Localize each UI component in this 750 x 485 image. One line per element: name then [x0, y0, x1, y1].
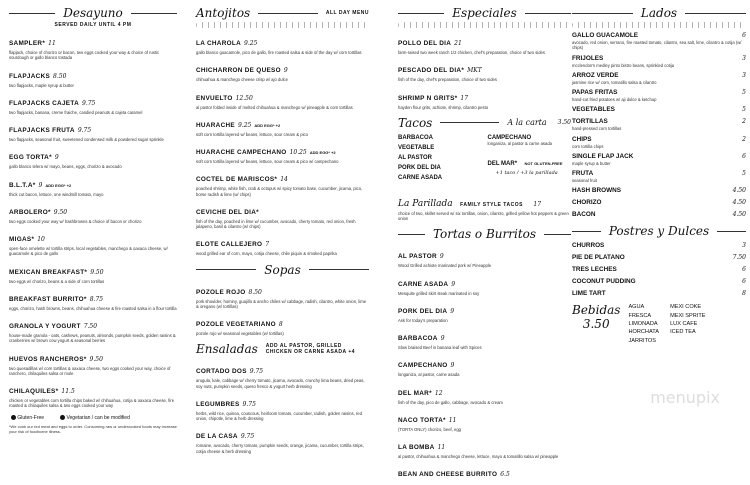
item-price: 9: [439, 253, 444, 261]
item-name: ARROZ VERDE: [572, 71, 619, 79]
list-item: MEXI COKE: [670, 304, 702, 311]
list-item: JARRITOS: [628, 337, 656, 344]
menu-item: [196, 32, 369, 55]
item-description: two eggs cooked your way w/ hashbrowns & choice of bacon or chorizo: [9, 218, 142, 224]
item-description: chicken or vegetables corn tortilla chips baked w/ chihuahua, cotija & oaxaca cheese, fire roasted & chilaquiles salsa & two eggs cooked your way: [9, 398, 175, 409]
item-name: DE LA CASA: [196, 433, 238, 441]
side-item: [572, 290, 746, 297]
item-price: 9.75: [240, 433, 255, 441]
item-description: avocado, red onion, serrano, fire roasted tomato, cilantro, sea salt, lime, cilantro & cotija (w/ chips): [572, 40, 742, 51]
item-price: 9.25: [237, 121, 252, 129]
item-name: POZOLE ROJO: [196, 288, 246, 296]
item-price: 9: [451, 280, 456, 288]
menu-item: [9, 174, 177, 197]
item-name: PORK DEL DIA: [398, 307, 448, 315]
side-item: [572, 106, 746, 113]
item-name: FLAPJACKS CAJETA: [9, 99, 80, 107]
item-description: poached shrimp, white fish, crab & octopus w/ spicy tomato base, cucumber, jicama, pico, borse radish & lime (w/ chips): [196, 186, 363, 197]
list-item: LIMONADA: [628, 321, 658, 328]
item-name: DEL MAR*: [398, 389, 432, 397]
menu-item: [196, 168, 369, 197]
menu-item: [196, 201, 369, 230]
item-price: 6: [742, 278, 746, 286]
menu-item: [398, 245, 571, 268]
item-name: TORTILLAS: [572, 118, 608, 126]
menu-item: [398, 409, 571, 432]
item-description: two quesadillas w/ corn tortillas & oaxaca cheese, two eggs cooked your way, choice of ranchero, chilaquiles salsa or mole: [9, 365, 171, 376]
item-description: longaniza, al pastor, carne asada: [398, 372, 460, 378]
vegetarian-legend: Vegetarian / can be modified: [58, 415, 130, 421]
item-name: PAPAS FRITAS: [572, 89, 618, 96]
desayuno-list: [9, 32, 177, 409]
section-title: Desayuno: [63, 6, 123, 20]
item-description: gallo blanco telera w/ mayo, beans, eggs, chorizo & avocado: [9, 164, 122, 170]
menu-item: [196, 114, 369, 137]
item-description: jasmine rice w/ corn, tomatillo salsa & cilantro: [572, 79, 657, 85]
taco-del-mar-price: +1 taco / +3 la parillada: [495, 170, 558, 176]
item-name: SHRIMP N GRITS*: [398, 94, 458, 102]
item-name: NACO TORTA*: [398, 416, 446, 424]
list-item: BARBACOA: [398, 134, 433, 141]
item-price: 9.50: [89, 355, 103, 363]
item-price: 3: [742, 71, 746, 79]
section-title: Lados: [640, 6, 678, 20]
item-description: Slow braised Beef in banana leaf with Spices: [398, 345, 482, 350]
item-description: Ask for today's preparation: [398, 317, 448, 323]
list-item: ICED TEA: [670, 329, 696, 336]
item-description: house-made granola - oats, cashews, peanuts, almonds, pumpkin seeds, golden raisins & cranberries w/ brown cow yogurt & seasonal berries: [9, 333, 176, 344]
side-item: [572, 266, 746, 273]
item-description: soft corn tortilla layered w/ beans, lettuce, sour cream & pico: [196, 131, 308, 137]
item-description: thick cut bacon, lettuce, one windmill tomato, mayo: [9, 191, 104, 197]
item-name: HASH BROWNS: [572, 187, 621, 195]
item-description: hayden flour grits, achiote, shrimp, cilantro pesto: [398, 104, 489, 110]
served-note: SERVED DAILY UNTIL 4 PM: [54, 22, 132, 28]
item-name: ENVUELTO: [196, 94, 233, 102]
item-description: gallo blanco guacamole, pico de gallo, fire roasted salsa & side of the day w/ corn tortillas: [196, 50, 362, 55]
item-price: 12: [434, 389, 443, 397]
item-description: open-face omelette w/ tortilla strips, local vegetables, manchego & oaxaca cheese, w/ guacamole & pico de gallo: [9, 246, 168, 257]
item-name: HUARACHE: [196, 121, 235, 129]
item-description: soft corn tortilla layered w/ beans, lettuce, sour cream & pico w/ campechano: [196, 159, 339, 164]
item-description: romaine, avocado, cherry tomato, pumpkin seeds, orange, jicama, cucumber, tortilla strips, cotija cheese & herb dressing: [196, 443, 364, 454]
item-description: fish of the day, chef's preparation, choice of two sides: [398, 77, 497, 83]
item-name: MIGAS*: [9, 236, 35, 243]
item-name: TRES LECHES: [572, 266, 617, 274]
lados-list: [572, 32, 746, 218]
item-name: CAMPECHANO: [398, 362, 448, 370]
side-item: [572, 254, 746, 261]
item-description: seasonal fruit: [572, 178, 597, 183]
side-item: [572, 55, 746, 62]
item-price: 9: [54, 154, 59, 162]
item-name: PESCADO DEL DIA*: [398, 67, 465, 75]
menu-item: [398, 327, 571, 350]
item-price: 9.75: [242, 400, 256, 408]
item-name: FRUTA: [572, 170, 594, 177]
parillada-note: FAMILY STYLE TACOS: [460, 201, 523, 208]
taco-del-mar: DEL MAR*: [487, 161, 518, 167]
item-price: 10: [37, 236, 45, 243]
item-price: 9: [38, 181, 43, 189]
item-name: LA CHAROLA: [196, 40, 242, 47]
especiales-list: [398, 32, 571, 110]
item-price: 6: [742, 152, 746, 160]
section-title: Tacos: [398, 115, 433, 130]
side-item: [572, 242, 746, 249]
taco-campechano-desc: longaniza, al pastor & carne asada: [487, 140, 552, 146]
menu-item: [196, 360, 369, 389]
item-description: arugula, kale, cabbage w/ cherry tomato, jicama, avocado, crunchy lima beans, dried peas, soy nuts, pumpkin seeds, queso fresco & yogurt herb dressing: [196, 378, 365, 389]
item-price: 9: [283, 67, 288, 75]
item-description: al pastor folded inside of melted chihuahua & manchego w/ pineapple & corn tortillas: [196, 104, 353, 110]
menu-item: [9, 92, 177, 115]
menu-item: [398, 59, 571, 82]
item-name: BREAKFAST BURRITO*: [9, 295, 87, 303]
section-title: Tortas o Burritos: [432, 227, 537, 242]
ensaladas-list: [196, 360, 369, 454]
item-description: maple syrup & butter: [572, 160, 611, 166]
menu-item: [398, 436, 571, 459]
item-name: SINGLE FLAP JACK: [572, 152, 634, 160]
list-item: HORCHATA: [628, 329, 659, 336]
item-name: GRANOLA Y YOGURT: [9, 323, 81, 330]
menu-item: [196, 425, 369, 454]
tacos-left-list: [398, 135, 482, 185]
item-name: FRIJOLES: [572, 54, 604, 62]
item-price: 4.50: [732, 199, 746, 207]
ensaladas-addon-note: ADD AL PASTOR, GRILLED CHICKEN OR CARNE ASADA +4: [265, 343, 356, 356]
side-item: [572, 170, 746, 177]
item-price: 8.50: [248, 288, 262, 296]
item-name: BACON: [572, 211, 596, 219]
item-description: two eggs w/ chorizo, beans & a side of corn tortillas: [9, 278, 105, 284]
lados-header: [572, 6, 746, 20]
item-price: 9: [440, 335, 445, 342]
item-price: 3: [742, 54, 746, 62]
item-name: LA BOMBA: [398, 444, 435, 451]
menu-item: [398, 354, 571, 377]
section-title: Ensaladas: [196, 342, 258, 357]
tacos-price-label: A la carta: [507, 118, 547, 128]
item-price: 2: [742, 135, 746, 143]
ensaladas-header: [196, 342, 369, 356]
list-item: PORK DEL DIA: [398, 164, 441, 171]
tacos-price: 3.50: [557, 119, 571, 127]
item-name: COCONUT PUDDING: [572, 278, 636, 286]
tortas-list: [398, 245, 571, 481]
item-description: fish of the day, poached in lime w/ cucumber, avocado, cherry tomato, red onion, fresh jalapeno, basil & cilantro (w/ chips): [196, 218, 356, 229]
desayuno-header: [9, 6, 177, 20]
menu-item: [9, 288, 177, 311]
especiales-column: [392, 0, 575, 485]
list-item: AGUA FRESCA: [628, 304, 652, 319]
antojitos-column: [190, 0, 373, 485]
especiales-header: [398, 6, 571, 20]
menu-item: [196, 87, 369, 110]
gluten-free-legend: Gluten-Free: [9, 415, 44, 421]
item-description: wood grilled ear of corn, mayo, cotija cheese, chile piquin & smoked paprika: [196, 251, 337, 257]
item-price: 12.50: [235, 94, 253, 102]
tacos-grid: [398, 135, 571, 185]
item-price: 9.75: [82, 99, 96, 107]
vegetarian-icon: [60, 415, 65, 420]
item-description: Wood Grilled achiote marinated pork w/ Pineapple: [398, 263, 492, 269]
item-name: FLAPJACKS FRUTA: [9, 127, 75, 134]
item-name: POZOLE VEGETARIANO: [196, 321, 276, 328]
item-name: COCTEL DE MARISCOS*: [196, 176, 278, 184]
gluten-free-icon: [11, 415, 16, 420]
item-price: 2: [742, 118, 746, 126]
item-description: corn tortilla chips: [572, 143, 604, 149]
menu-item: [9, 348, 177, 377]
menu-item: [196, 393, 369, 422]
section-title: Sopas: [264, 262, 301, 277]
bebidas-price: 3.50: [582, 317, 610, 332]
item-price: 10.25: [289, 149, 307, 156]
item-price: 11: [448, 416, 457, 424]
menu-item: [196, 313, 369, 336]
item-name: EGG TORTA*: [9, 154, 52, 162]
bebidas-title: Bebidas: [572, 303, 621, 318]
not-gluten-free-note: NOT GLUTEN-FREE: [524, 161, 563, 166]
list-item: VEGETABLE: [398, 144, 435, 151]
menu-item: [196, 141, 369, 164]
item-name: POLLO DEL DIA: [398, 40, 452, 47]
side-item: [572, 199, 746, 206]
item-name: CORTADO DOS: [196, 368, 247, 376]
antojitos-header: [196, 6, 369, 20]
parillada-title: La Parillada: [398, 198, 453, 209]
item-name: MEXICAN BREAKFAST*: [9, 268, 88, 276]
item-price: 7.50: [83, 323, 98, 330]
bebidas-left-list: [628, 303, 666, 345]
item-name: HUEVOS RANCHEROS*: [9, 355, 87, 363]
item-price: 7: [265, 241, 270, 249]
item-price: 5: [742, 89, 746, 96]
menu-item: [196, 59, 369, 82]
side-item: [572, 136, 746, 143]
all-day-note: ALL DAY MENU: [325, 10, 369, 16]
list-item: AL PASTOR: [398, 154, 433, 161]
item-price: 9.50: [53, 208, 68, 216]
item-name: CHORIZO: [572, 199, 602, 207]
tacos-header: [398, 116, 571, 130]
item-price: 8.75: [89, 295, 104, 303]
item-name: PIE DE PLATANO: [572, 254, 625, 262]
item-name: GALLO GUACAMOLE: [572, 32, 639, 39]
divider: [398, 22, 571, 28]
item-description: two flapjacks, banana, creme fraiche, candied peanuts & cajeta caramel: [9, 109, 143, 115]
item-price: 11: [48, 40, 56, 47]
section-title: Postres y Dulces: [608, 224, 710, 239]
list-item: LUX CAFE: [670, 321, 698, 328]
bebidas-block: [572, 303, 746, 345]
item-name: SAMPLER*: [9, 40, 46, 47]
list-item: MEXI SPRITE: [670, 312, 706, 319]
item-addon: ADD EGG* +2: [45, 182, 72, 188]
item-description: fish of the day, pico de gallo, cabbage, avocado & cream: [398, 399, 503, 405]
item-name: LEGUMBRES: [196, 400, 240, 408]
item-description: pork shoulder, hominy, guajillo & ancho chiles w/ cabbage, radish, cilantro, white onion, lime & oregano (w/ tortillas): [196, 298, 367, 309]
item-name: CHIPS: [572, 135, 592, 143]
item-price: 9: [450, 307, 455, 315]
item-price: 17: [460, 94, 469, 102]
menu-item: [196, 281, 369, 310]
parillada-block: [398, 193, 571, 222]
item-price: 5: [742, 106, 746, 114]
item-price: 11: [437, 444, 446, 451]
sopas-list: [196, 281, 369, 337]
side-item: [572, 89, 746, 96]
divider: [196, 22, 369, 28]
menu-item: [398, 300, 571, 323]
menu-item: [398, 382, 571, 405]
sopas-header: [196, 263, 369, 277]
item-price: 7.50: [732, 254, 746, 262]
parillada-desc: choice of two, skillet served w/ six tortillas, onion, cilantro, grilled yellow hot peppers & green onion: [398, 210, 569, 221]
menu-item: [9, 32, 177, 61]
item-price: 8.50: [53, 72, 67, 80]
side-item: [572, 278, 746, 285]
menu-item: [398, 32, 571, 55]
side-item: [572, 118, 746, 125]
item-name: BEAN AND CHEESE BURRITO: [398, 471, 498, 479]
antojitos-list: [196, 32, 369, 257]
item-price: 6: [742, 266, 746, 274]
item-addon: ADD EGG* +2: [309, 150, 336, 155]
item-price: 5: [742, 170, 746, 177]
item-name: CEVICHE DEL DIA*: [196, 208, 259, 216]
menu-item: [9, 315, 177, 344]
item-price: 4.50: [732, 187, 746, 195]
item-price: 9.75: [77, 127, 92, 134]
item-price: 3: [742, 242, 746, 250]
section-title: Antojitos: [196, 6, 251, 20]
menu-item: [9, 380, 177, 409]
desayuno-column: [0, 0, 183, 485]
side-item: [572, 32, 746, 39]
item-description: two flapjacks, maple syrup & butter: [9, 82, 74, 88]
menu-item: [9, 65, 177, 88]
side-item: [572, 153, 746, 160]
taco-campechano: CAMPECHANO: [487, 134, 532, 141]
item-description: (TORTA ONLY) chorizo, beef, egg: [398, 426, 461, 432]
item-name: LIME TART: [572, 290, 606, 298]
footnote: *We cook our red meat and eggs to order. Consuming raw or undercooked foods may increase your risk of foodborne illness.: [9, 423, 177, 434]
item-name: CHURROS: [572, 242, 605, 250]
item-price: 9.50: [90, 268, 104, 276]
item-description: herbs, wild rice, quinoa, couscous, heirloom tomato, cucumber, radish, golden raisins, red onion, chipotle, lime & herb dressing: [196, 410, 362, 421]
item-addon: ADD EGG* +2: [254, 122, 281, 128]
item-price: 9.25: [244, 40, 258, 47]
item-description: Mesquite grilled skirt steak marinated in soy: [398, 290, 480, 296]
legend: [9, 415, 177, 421]
menu-item: [398, 273, 571, 296]
bebidas-right-list: [670, 303, 708, 345]
item-price: 8: [278, 321, 283, 328]
menu-item: [9, 201, 177, 224]
item-name: ARBOLERO*: [9, 208, 51, 216]
item-price: 9.75: [249, 368, 264, 376]
postres-header: [572, 224, 746, 238]
item-description: hand-cut fried potatoes w/ aji dulce & ketchup: [572, 97, 657, 102]
item-price: 14: [280, 176, 288, 184]
item-price: 21: [454, 40, 462, 47]
item-price: 11.5: [61, 388, 75, 395]
item-price: MKT: [467, 67, 482, 75]
item-price: 9: [450, 362, 455, 370]
parillada-price: 17: [533, 200, 542, 208]
item-description: eggs, chorizo, hash browns, beans, chihuahua cheese & fire roasted salsa in a flour tortilla: [9, 305, 177, 311]
item-description: mcclendon's medley pinto bistro beans, sprinkled cotija: [572, 62, 675, 68]
lados-column: [566, 0, 750, 485]
item-description: al pastor, chihuahua & manchego cheese, lettuce, mayo & tomatillo salsa w/ pineapple: [398, 454, 559, 459]
menu-item: [9, 146, 177, 169]
item-description: chihuahua & manchego cheese crisp w/ ajo dulce: [196, 77, 288, 83]
list-item: CARNE ASADA: [398, 174, 443, 181]
item-price: 4.50: [732, 211, 746, 219]
item-name: CHICHARRON DE QUESO: [196, 67, 281, 75]
item-name: HUARACHE CAMPECHANO: [196, 149, 287, 156]
menu-item: [9, 261, 177, 284]
watermark: menupix: [650, 388, 720, 407]
item-description: flapjack, choice of chorizo or bacon, two eggs cooked your way & choice of rustic sourdough or gallo blanco tostada: [9, 50, 160, 61]
item-price: 6.5: [500, 471, 510, 479]
item-name: CHILAQUILES*: [9, 388, 59, 395]
side-item: [572, 72, 746, 79]
menu-item: [196, 233, 369, 256]
item-description: hand-pressed corn tortillas: [572, 126, 622, 132]
item-name: BARBACOA: [398, 335, 438, 342]
item-description: farm-raised two week ranch 1/2 chicken, chef's preparation, choice of two sides: [398, 50, 545, 55]
item-name: VEGETABLES: [572, 106, 615, 114]
menu-item: [398, 463, 571, 481]
side-item: [572, 187, 746, 194]
item-name: ELOTE CALLEJERO: [196, 241, 263, 249]
postres-list: [572, 242, 746, 297]
item-name: AL PASTOR: [398, 253, 437, 261]
item-name: CARNE ASADA: [398, 280, 449, 288]
divider: [572, 22, 746, 28]
item-description: pozole rojo w/ seasonal vegetables (w/ tortillas): [196, 331, 284, 336]
menu-item: [9, 119, 177, 142]
item-description: two flapjacks, seasonal fruit, sweetened condensed milk & powdered sugar sprinkle: [9, 137, 164, 142]
side-item: [572, 211, 746, 218]
tortas-header: [398, 227, 571, 241]
item-price: 6: [742, 32, 746, 39]
menu-item: [398, 87, 571, 110]
section-title: Especiales: [452, 6, 517, 20]
item-price: 8: [742, 290, 746, 298]
item-name: FLAPJACKS: [9, 72, 51, 80]
item-name: B.L.T.A*: [9, 181, 36, 189]
menu-item: [9, 228, 177, 257]
